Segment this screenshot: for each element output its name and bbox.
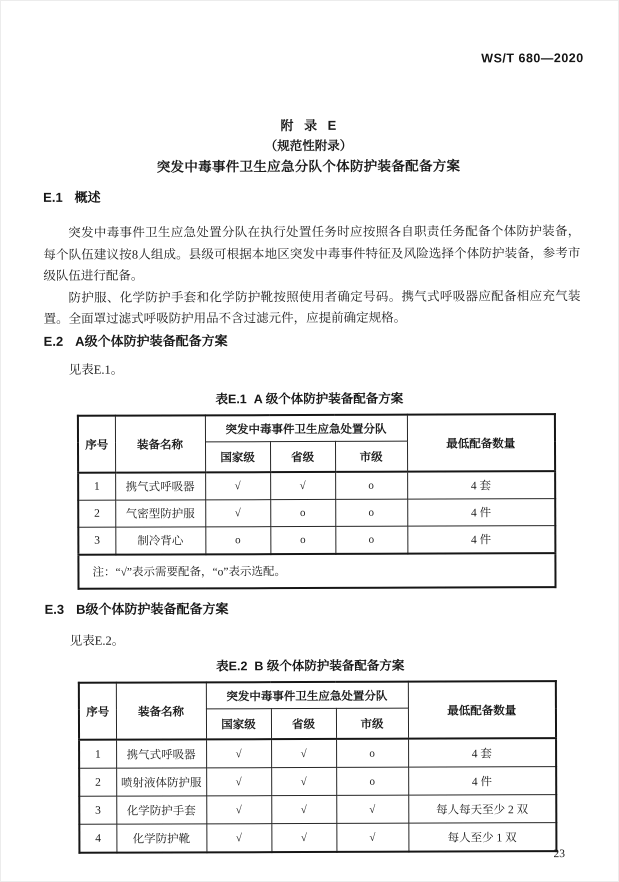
cell-municipal: o — [335, 499, 407, 526]
section-number: E.3 — [44, 601, 65, 617]
cell-seq: 1 — [79, 740, 116, 769]
table-row — [78, 499, 555, 528]
paragraph: 见表E.1。 — [68, 362, 124, 377]
cell-name: 携气式呼吸器 — [116, 739, 206, 768]
overview-paragraphs — [43, 221, 580, 330]
cell-name: 气密型防护服 — [115, 500, 205, 527]
cell-provincial: o — [270, 526, 335, 554]
cell-national: √ — [206, 824, 271, 853]
cell-name: 化学防护手套 — [116, 796, 206, 824]
section-heading-e1 — [43, 187, 101, 206]
caption-title: B 级个体防护装备配备方案 — [254, 658, 405, 674]
cell-seq: 3 — [79, 796, 116, 824]
cell-provincial: √ — [271, 739, 336, 768]
cell-national: √ — [205, 500, 270, 527]
page-number: 23 — [553, 848, 565, 861]
table-row — [78, 471, 555, 500]
cell-min: 4 件 — [408, 767, 556, 796]
table-e2 — [78, 680, 558, 854]
cell-name: 制冷背心 — [115, 527, 205, 555]
header-national: 国家级 — [205, 442, 270, 473]
appendix-title: 突发中毒事件卫生应急分队个体防护装备配备方案 — [156, 158, 461, 175]
cell-min: 4 套 — [407, 471, 555, 499]
table-header-row — [78, 414, 555, 442]
table-row — [78, 526, 555, 555]
cell-seq: 4 — [79, 824, 116, 853]
table-reference — [44, 358, 581, 378]
doc-number: WS/T 680—2020 — [481, 51, 584, 66]
cell-seq: 3 — [78, 527, 115, 555]
cell-national: √ — [205, 472, 270, 500]
header-name: 装备名称 — [115, 415, 205, 472]
appendix-label: 附 录 E — [280, 117, 337, 134]
cell-provincial: √ — [270, 472, 335, 500]
cell-national: o — [205, 527, 270, 555]
table-note-row — [78, 553, 555, 589]
header-provincial: 省级 — [271, 708, 336, 739]
cell-provincial: √ — [271, 767, 336, 795]
header-national: 国家级 — [206, 709, 271, 740]
section-title: B级个体防护装备配备方案 — [76, 601, 229, 617]
paragraph: 见表E.2。 — [69, 633, 125, 648]
cell-municipal: √ — [336, 823, 408, 852]
table-row — [79, 823, 556, 853]
section-heading-e3 — [45, 598, 229, 618]
section-title: A级个体防护装备配备方案 — [75, 333, 228, 349]
header-provincial: 省级 — [270, 441, 335, 472]
paragraph: 防护服、化学防护手套和化学防护靴按照使用者确定号码。携气式呼吸器应配备相应充气装置。全面罩过滤式呼吸防护用品不含过滤元件，应提前确定规格。 — [43, 288, 581, 326]
table-row — [79, 795, 556, 825]
cell-municipal: o — [336, 767, 408, 795]
header-seq: 序号 — [79, 683, 116, 740]
table-reference — [45, 629, 582, 649]
cell-name: 喷射液体防护服 — [116, 768, 206, 796]
table-note: 注：“√”表示需要配备，“o”表示选配。 — [78, 553, 555, 589]
cell-min: 4 套 — [408, 738, 556, 767]
cell-min: 4 件 — [407, 499, 555, 527]
cell-national: √ — [206, 768, 271, 796]
cell-provincial: o — [270, 499, 335, 526]
header-seq: 序号 — [78, 416, 115, 473]
paragraph: 突发中毒事件卫生应急处置分队在执行处置任务时应按照各自职责任务配备个体防护装备，每个队伍建议按8人组成。县级可根据本地区突发中毒事件特征及风险选择个体防护装备，参考市级队伍进行配备。 — [43, 224, 581, 283]
cell-seq: 1 — [78, 473, 115, 501]
cell-min: 4 件 — [407, 526, 555, 554]
cell-municipal: o — [336, 739, 408, 768]
cell-provincial: √ — [271, 795, 336, 823]
table-row — [79, 767, 556, 797]
table-header-row — [79, 681, 556, 709]
appendix-subtitle: （规范性附录） — [264, 138, 353, 154]
cell-municipal: o — [335, 526, 407, 554]
cell-municipal: o — [335, 472, 407, 500]
caption-title: A 级个体防护装备配备方案 — [253, 391, 404, 407]
table-e1-caption — [0, 388, 619, 408]
cell-min: 每人每天至少 2 双 — [408, 795, 556, 824]
cell-name: 化学防护靴 — [116, 824, 206, 853]
caption-label: 表E.1 — [215, 392, 247, 407]
header-municipal: 市级 — [335, 441, 407, 472]
cell-national: √ — [206, 796, 271, 824]
caption-label: 表E.2 — [216, 659, 248, 674]
section-number: E.1 — [43, 189, 63, 205]
header-group: 突发中毒事件卫生应急处置分队 — [206, 682, 408, 709]
section-title: 概述 — [74, 189, 101, 205]
section-number: E.2 — [43, 333, 64, 349]
header-name: 装备名称 — [116, 682, 206, 739]
table-e2-caption — [1, 655, 619, 675]
cell-seq: 2 — [78, 500, 115, 527]
cell-national: √ — [206, 739, 271, 768]
header-group: 突发中毒事件卫生应急处置分队 — [205, 415, 407, 442]
cell-name: 携气式呼吸器 — [115, 472, 205, 500]
cell-provincial: √ — [271, 823, 336, 852]
cell-seq: 2 — [79, 768, 116, 796]
table-e1 — [77, 413, 557, 590]
cell-min: 每人至少 1 双 — [408, 823, 556, 852]
header-min: 最低配备数量 — [408, 681, 556, 739]
header-min: 最低配备数量 — [407, 414, 555, 472]
table-row — [79, 738, 556, 768]
section-heading-e2 — [44, 330, 228, 350]
cell-municipal: √ — [336, 795, 408, 823]
header-municipal: 市级 — [336, 708, 408, 739]
